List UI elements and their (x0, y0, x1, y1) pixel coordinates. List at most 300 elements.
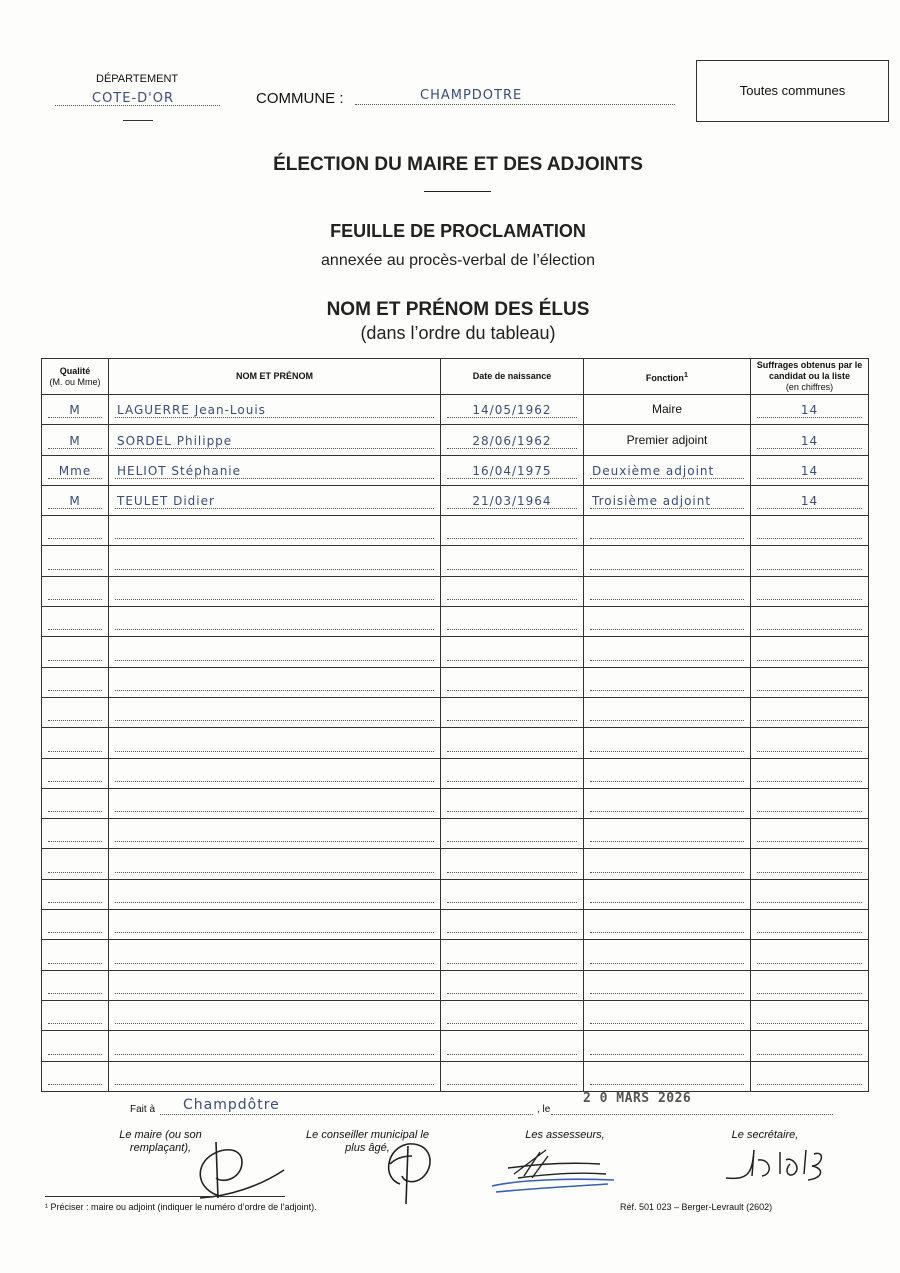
table-row-empty (42, 637, 869, 667)
dotted-line (757, 781, 862, 782)
cell-nom (109, 546, 441, 576)
reference: Réf. 501 023 – Berger-Levrault (2602) (620, 1202, 773, 1212)
cell-nom (109, 788, 441, 818)
dotted-line (115, 1054, 434, 1055)
cell-qualite (42, 849, 109, 879)
dotted-line (115, 720, 434, 721)
dotted-line (48, 902, 102, 903)
dotted-line (590, 872, 744, 873)
cell-fonction (584, 879, 751, 909)
dotted-line (757, 720, 862, 721)
cell-fonction (584, 697, 751, 727)
dotted-line (115, 751, 434, 752)
cell-nom (109, 667, 441, 697)
dotted-line (115, 538, 434, 539)
cell-date (441, 546, 584, 576)
dotted-line (115, 629, 434, 630)
cell-nom-value: SORDEL Philippe (117, 433, 233, 448)
table-row-empty (42, 1061, 869, 1091)
cell-qualite (42, 395, 109, 425)
fait-value: Champdôtre (183, 1097, 280, 1113)
cell-suffrages (751, 607, 869, 637)
dotted-line (447, 569, 577, 570)
table-row (42, 425, 869, 455)
dotted-line (447, 690, 577, 691)
signature-label-maire: Le maire (ou son remplaçant), (119, 1129, 202, 1154)
header-fonction-note: 1 (683, 370, 689, 379)
dotted-line (757, 811, 862, 812)
dotted-line (48, 417, 102, 418)
date-stamp: 2 0 MARS 2026 (583, 1091, 692, 1106)
title-ordre: (dans l’ordre du tableau) (360, 323, 556, 343)
dotted-line (590, 720, 744, 721)
dotted-line (115, 841, 434, 842)
cell-nom (109, 849, 441, 879)
table-row (42, 485, 869, 515)
fait-label: Fait à (130, 1104, 156, 1115)
dotted-line (447, 538, 577, 539)
cell-nom (109, 516, 441, 546)
table-row-empty (42, 849, 869, 879)
elus-table (41, 358, 869, 1092)
cell-date (441, 1000, 584, 1030)
table-row-empty (42, 667, 869, 697)
dotted-line (48, 963, 102, 964)
dotted-line (590, 993, 744, 994)
cell-fonction (584, 395, 751, 425)
dotted-line (590, 478, 744, 479)
le-label: , le (537, 1104, 551, 1115)
dotted-line (48, 932, 102, 933)
dotted-line (48, 811, 102, 812)
dotted-line (447, 811, 577, 812)
cell-nom (109, 637, 441, 667)
dotted-line (115, 478, 434, 479)
cell-suffrages (751, 516, 869, 546)
cell-nom-value: HELIOT Stéphanie (117, 463, 242, 478)
signature-assesseurs (488, 1144, 618, 1200)
cell-date (441, 849, 584, 879)
dotted-line (115, 993, 434, 994)
cell-suffrages (751, 546, 869, 576)
dotted-line (757, 478, 862, 479)
cell-qualite (42, 667, 109, 697)
dotted-line (757, 1084, 862, 1085)
dotted-line (590, 963, 744, 964)
cell-fonction (584, 667, 751, 697)
dotted-line (757, 932, 862, 933)
cell-nom (109, 395, 441, 425)
cell-date (441, 970, 584, 1000)
dotted-line (115, 902, 434, 903)
cell-date (441, 455, 584, 485)
header-qualite-sub: (M. ou Mme) (49, 376, 101, 387)
dotted-line (48, 781, 102, 782)
cell-nom (109, 697, 441, 727)
dotted-line (757, 841, 862, 842)
dotted-line (48, 1054, 102, 1055)
cell-nom (109, 485, 441, 515)
title-annexe: annexée au procès-verbal de l’élection (321, 252, 595, 269)
cell-fonction (584, 1061, 751, 1091)
dotted-line (48, 841, 102, 842)
cell-qualite (42, 637, 109, 667)
signature-conseiller (378, 1138, 448, 1208)
cell-qualite (42, 485, 109, 515)
cell-suffrages (751, 637, 869, 667)
table-row-empty (42, 758, 869, 788)
dotted-line (590, 1023, 744, 1024)
dotted-line (757, 417, 862, 418)
dotted-line (447, 508, 577, 509)
table-row-empty (42, 970, 869, 1000)
dotted-line (447, 720, 577, 721)
table-row-empty (42, 910, 869, 940)
dotted-line (115, 448, 434, 449)
cell-nom (109, 607, 441, 637)
cell-nom (109, 1000, 441, 1030)
dotted-line (48, 660, 102, 661)
dotted-line (590, 660, 744, 661)
cell-qualite (42, 425, 109, 455)
table-row-empty (42, 1031, 869, 1061)
cell-date (441, 788, 584, 818)
cell-date (441, 395, 584, 425)
dotted-line (757, 1023, 862, 1024)
dotted-line (48, 720, 102, 721)
dotted-line (590, 508, 744, 509)
departement-underline (123, 120, 153, 121)
cell-fonction (584, 546, 751, 576)
header-date: Date de naissance (441, 359, 584, 395)
cell-nom (109, 425, 441, 455)
cell-suffrages (751, 697, 869, 727)
cell-date (441, 576, 584, 606)
cell-date (441, 879, 584, 909)
cell-qualite (42, 758, 109, 788)
cell-suffrages (751, 455, 869, 485)
cell-fonction (584, 425, 751, 455)
table-row-empty (42, 576, 869, 606)
dotted-line (48, 538, 102, 539)
dotted-line (115, 569, 434, 570)
cell-nom (109, 879, 441, 909)
dotted-line (447, 417, 577, 418)
dotted-line (590, 902, 744, 903)
cell-qualite (42, 1000, 109, 1030)
cell-date (441, 607, 584, 637)
dotted-line (447, 629, 577, 630)
dotted-line (115, 781, 434, 782)
cell-fonction (584, 728, 751, 758)
commune-line (355, 104, 675, 105)
cell-fonction (584, 576, 751, 606)
dotted-line (590, 932, 744, 933)
cell-date (441, 667, 584, 697)
dotted-line (48, 751, 102, 752)
cell-suffrages-value: 14 (800, 463, 819, 478)
header-suffrages-label: Suffrages obtenus par le candidat ou la liste (756, 360, 863, 381)
dotted-line (48, 448, 102, 449)
dotted-line (447, 478, 577, 479)
dotted-line (48, 508, 102, 509)
header-fonction (584, 359, 751, 395)
header-qualite-label: Qualité (59, 365, 91, 376)
cell-fonction (584, 940, 751, 970)
dotted-line (48, 478, 102, 479)
cell-qualite (42, 819, 109, 849)
table-row (42, 455, 869, 485)
cell-nom (109, 819, 441, 849)
signature-secretaire (718, 1144, 828, 1188)
dotted-line (757, 993, 862, 994)
cell-fonction-value: Troisième adjoint (592, 494, 712, 509)
cell-nom (109, 1061, 441, 1091)
cell-qualite (42, 1061, 109, 1091)
cell-nom-value: LAGUERRE Jean-Louis (117, 403, 266, 418)
cell-date (441, 758, 584, 788)
dotted-line (757, 569, 862, 570)
dotted-line (590, 569, 744, 570)
header-fonction-label: Fonction (645, 373, 684, 383)
header-suffrages-sub: (en chiffres) (785, 382, 834, 392)
cell-qualite (42, 607, 109, 637)
dotted-line (757, 872, 862, 873)
cell-suffrages (751, 728, 869, 758)
cell-suffrages (751, 970, 869, 1000)
cell-qualite-value: M (69, 403, 81, 418)
dotted-line (48, 629, 102, 630)
cell-suffrages (751, 849, 869, 879)
cell-date (441, 697, 584, 727)
cell-fonction (584, 516, 751, 546)
table-row-empty (42, 728, 869, 758)
dotted-line (447, 1023, 577, 1024)
cell-date (441, 637, 584, 667)
dotted-line (115, 811, 434, 812)
cell-nom (109, 728, 441, 758)
table-row-empty (42, 516, 869, 546)
table-row-empty (42, 940, 869, 970)
cell-qualite (42, 940, 109, 970)
cell-suffrages (751, 1061, 869, 1091)
dotted-line (590, 751, 744, 752)
dotted-line (590, 811, 744, 812)
dotted-line (447, 1084, 577, 1085)
dotted-line (48, 993, 102, 994)
cell-qualite (42, 970, 109, 1000)
cell-qualite (42, 728, 109, 758)
footnote-rule (45, 1196, 285, 1197)
cell-date (441, 425, 584, 455)
cell-nom (109, 910, 441, 940)
cell-fonction (584, 1000, 751, 1030)
title-separator (424, 191, 491, 192)
dotted-line (115, 963, 434, 964)
dotted-line (115, 932, 434, 933)
departement-value: COTE-D'OR (92, 91, 175, 106)
cell-date (441, 940, 584, 970)
dotted-line (48, 872, 102, 873)
dotted-line (447, 993, 577, 994)
cell-qualite (42, 516, 109, 546)
cell-qualite (42, 879, 109, 909)
dotted-line (590, 1084, 744, 1085)
table-row-empty (42, 1000, 869, 1030)
cell-suffrages (751, 758, 869, 788)
dotted-line (757, 660, 862, 661)
le-line (551, 1114, 833, 1115)
dotted-line (447, 448, 577, 449)
cell-suffrages (751, 1031, 869, 1061)
cell-qualite (42, 546, 109, 576)
signature-label-assesseurs: Les assesseurs, (525, 1129, 605, 1141)
header-suffrages (751, 359, 869, 395)
dotted-line (757, 963, 862, 964)
commune-label: COMMUNE : (256, 90, 344, 107)
table-header-row (42, 359, 869, 395)
cell-fonction (584, 788, 751, 818)
dotted-line (757, 902, 862, 903)
dotted-line (48, 1084, 102, 1085)
cell-suffrages (751, 576, 869, 606)
cell-fonction (584, 849, 751, 879)
cell-fonction (584, 637, 751, 667)
signature-label-secretaire: Le secrétaire, (731, 1129, 799, 1141)
dotted-line (447, 599, 577, 600)
dotted-line (590, 629, 744, 630)
dotted-line (447, 932, 577, 933)
cell-date-value: 21/03/1964 (472, 494, 552, 509)
table-row-empty (42, 819, 869, 849)
cell-nom (109, 940, 441, 970)
dotted-line (590, 1054, 744, 1055)
dotted-line (447, 872, 577, 873)
cell-fonction (584, 819, 751, 849)
cell-date (441, 1061, 584, 1091)
departement-label: DÉPARTEMENT (96, 73, 179, 85)
signature-maire (180, 1138, 290, 1202)
cell-fonction (584, 485, 751, 515)
dotted-line (447, 660, 577, 661)
dotted-line (757, 1054, 862, 1055)
table-row (42, 395, 869, 425)
cell-nom-value: TEULET Didier (117, 494, 215, 509)
cell-qualite (42, 1031, 109, 1061)
cell-suffrages (751, 940, 869, 970)
commune-value: CHAMPDOTRE (420, 88, 523, 103)
cell-fonction (584, 607, 751, 637)
cell-date (441, 485, 584, 515)
cell-suffrages (751, 819, 869, 849)
cell-qualite (42, 788, 109, 818)
dotted-line (48, 599, 102, 600)
cell-suffrages (751, 788, 869, 818)
cell-suffrages-value: 14 (800, 433, 819, 448)
header-qualite (42, 359, 109, 395)
dotted-line (115, 417, 434, 418)
dotted-line (590, 841, 744, 842)
dotted-line (115, 872, 434, 873)
table-row-empty (42, 546, 869, 576)
cell-fonction (584, 1031, 751, 1061)
title-noms: NOM ET PRÉNOM DES ÉLUS (326, 299, 590, 320)
cell-suffrages (751, 395, 869, 425)
dotted-line (48, 1023, 102, 1024)
cell-fonction (584, 970, 751, 1000)
cell-nom (109, 455, 441, 485)
dotted-line (590, 599, 744, 600)
footnote: ¹ Préciser : maire ou adjoint (indiquer le numéro d’ordre de l’adjoint). (45, 1202, 317, 1212)
cell-date-value: 16/04/1975 (472, 463, 552, 478)
table-body (42, 395, 869, 1092)
fait-line (160, 1114, 533, 1115)
dotted-line (48, 690, 102, 691)
dotted-line (590, 690, 744, 691)
dotted-line (115, 1023, 434, 1024)
cell-suffrages-value: 14 (800, 403, 819, 418)
cell-fonction (584, 910, 751, 940)
cell-suffrages (751, 910, 869, 940)
dotted-line (115, 508, 434, 509)
cell-suffrages (751, 1000, 869, 1030)
cell-nom (109, 576, 441, 606)
cell-nom (109, 1031, 441, 1061)
table-row-empty (42, 788, 869, 818)
cell-fonction-value: Premier adjoint (626, 432, 708, 447)
dotted-line (757, 448, 862, 449)
dotted-line (757, 508, 862, 509)
dotted-line (590, 781, 744, 782)
cell-fonction (584, 758, 751, 788)
dotted-line (447, 1054, 577, 1055)
cell-qualite-value: Mme (58, 463, 92, 478)
signature-label-conseiller: Le conseiller municipal le plus âgé, (306, 1129, 429, 1154)
dotted-line (757, 599, 862, 600)
dotted-line (757, 629, 862, 630)
cell-date-value: 28/06/1962 (472, 433, 552, 448)
cell-date-value: 14/05/1962 (472, 403, 552, 418)
title-election: ÉLECTION DU MAIRE ET DES ADJOINTS (273, 154, 643, 175)
cell-suffrages (751, 425, 869, 455)
cell-nom (109, 758, 441, 788)
cell-qualite (42, 910, 109, 940)
cell-qualite (42, 697, 109, 727)
dotted-line (447, 751, 577, 752)
dotted-line (447, 963, 577, 964)
dotted-line (115, 599, 434, 600)
dotted-line (757, 751, 862, 752)
dotted-line (447, 781, 577, 782)
cell-fonction-value: Deuxième adjoint (592, 463, 715, 478)
cell-date (441, 728, 584, 758)
cell-nom (109, 970, 441, 1000)
dotted-line (757, 538, 862, 539)
dotted-line (590, 538, 744, 539)
cell-date (441, 819, 584, 849)
table-row-empty (42, 607, 869, 637)
cell-fonction (584, 455, 751, 485)
cell-fonction-value: Maire (651, 402, 682, 417)
dotted-line (115, 1084, 434, 1085)
title-feuille: FEUILLE DE PROCLAMATION (330, 221, 586, 241)
dotted-line (115, 690, 434, 691)
cell-qualite (42, 455, 109, 485)
dotted-line (447, 841, 577, 842)
cell-suffrages (751, 485, 869, 515)
table-row-empty (42, 697, 869, 727)
cell-qualite (42, 576, 109, 606)
